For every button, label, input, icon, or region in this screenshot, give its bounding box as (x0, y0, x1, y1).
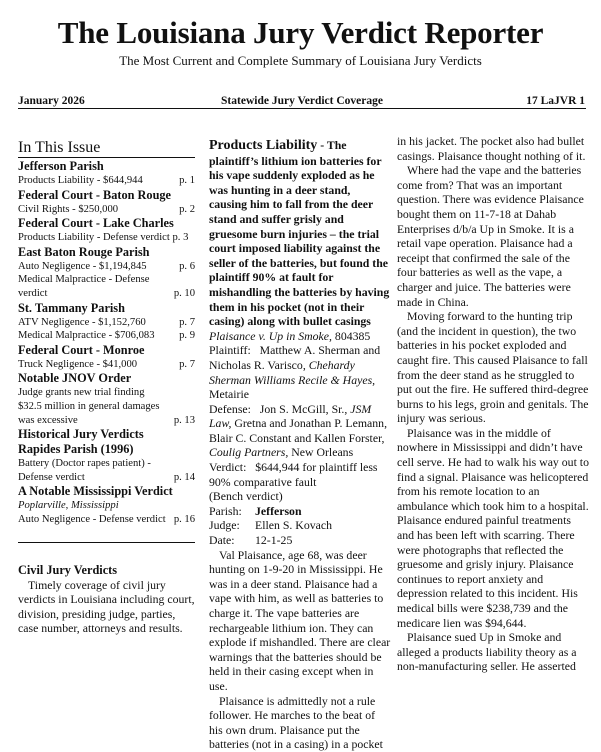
toc-entry-text: Battery (Doctor rapes patient) - Defense verdict (18, 458, 151, 483)
toc-entry-page: p. 14 (173, 471, 195, 483)
verdict-label: Verdict: (209, 460, 247, 475)
civil-jury-verdicts-body: Timely coverage of civil jury verdicts in Louisiana including court, division, presiding judge, parties, case number, attorneys and results. (18, 577, 195, 635)
article-paragraph: Val Plaisance, age 68, was deer hunting on 1-9-20 in Mississippi. He was in a deer stand. Plaisance had a vape with him, as well as batteries to charge it. The vape batteries are rechargeable lithium ion. They can explode if mishandled. There are clear warnings that the batteries should be held in their casing except when in use. (209, 547, 391, 693)
article-paragraph: Moving forward to the hunting trip (and the incident in question), the two batteries in his pocket exploded and caught fire. This caused Plaisance to fall from the deer stand as he struggled to put out the fire. He suffered third-degree burns to his legs, groin and genitals. The injury was serious. (397, 309, 589, 426)
defense-firm-1: JSM Law, (209, 401, 372, 431)
toc-entry[interactable] (18, 457, 195, 484)
toc-entry[interactable] (18, 329, 195, 343)
toc-entry[interactable] (18, 358, 195, 372)
issue-date: January 2026 (18, 95, 85, 107)
toc-entry-text: Medical Malpractice - $706,083 (18, 330, 155, 342)
toc-section-title: Notable JNOV Order (18, 371, 132, 386)
toc-entry-text: Judge grants new trial finding $32.5 million in general damages was excessive (18, 387, 160, 426)
toc-entry-text: Truck Negligence - $41,000 (18, 358, 138, 370)
judge-value: Ellen S. Kovach (255, 518, 332, 533)
judge-row (209, 518, 391, 533)
toc-entry[interactable] (18, 174, 195, 188)
toc-section-title: Rapides Parish (1996) (18, 442, 134, 457)
toc-entry[interactable] (18, 203, 195, 217)
toc-entry-page: p. 1 (179, 175, 195, 186)
article-paragraph: Plaisance was in the middle of nowhere in Mississippi and didn’t have cell serve. He had to walk his way out to find a signal. Plaisance was helicoptered from his remote location to an ambulance which took him to a hospital. Plaisance endured painful treatments and has been left with scarring. There were photographs that reflected the gruesome and grisly injury. Plaisance continues to report anxiety and depression related to this incident. His medical bills were $238,739 and the medicare lien was $94,644. (397, 425, 589, 630)
plaintiff-label: Plaintiff: (209, 343, 251, 358)
toc-section-title: Federal Court - Lake Charles (18, 216, 174, 231)
plaintiff-counsel (209, 343, 391, 401)
toc-section-federal-monroe (18, 343, 195, 372)
toc-entry-page: p. 2 (179, 203, 195, 215)
toc-section-historical (18, 427, 195, 442)
date-label: Date: (209, 533, 235, 548)
toc-entry[interactable] (18, 316, 195, 330)
article-paragraph: in his jacket. The pocket also had bullet casings. Plaisance thought nothing of it. (397, 134, 586, 163)
plaintiff-firm: Chehardy Sherman Williams Recile & Hayes, (209, 357, 376, 387)
toc-section-federal-lake-charles (18, 216, 195, 245)
toc-section-title: East Baton Rouge Parish (18, 244, 150, 259)
case-number: 804385 (331, 328, 371, 343)
toc-entry-page: p. 3 (172, 232, 189, 244)
case-name: Plaisance v. Up in Smoke, (209, 328, 332, 343)
date-row (209, 533, 391, 548)
article-paragraph: Where had the vape and the batteries come from? That was an important question. There was evidence Plaisance bought them on 11-7-18 at Dahab Enterprises d/b/a Up in Smoke. It is a retail vape operation. Plaisance had a receipt that confirmed the sale of the four batteries as well as the vape, a charger and juice. The batteries were made in China. (397, 163, 584, 309)
toc-entry-text: ATV Negligence - $1,152,760 (18, 316, 146, 328)
toc-entry[interactable] (18, 513, 195, 527)
toc-section-title: St. Tammany Parish (18, 300, 125, 315)
verdict-value: $644,944 for plaintiff less 90% comparative fault (209, 460, 378, 489)
toc-section-mississippi (18, 484, 195, 526)
publication-subtitle: The Most Current and Complete Summary of Louisiana Jury Verdicts (119, 53, 482, 68)
issue-coverage: Statewide Jury Verdict Coverage (221, 95, 383, 107)
toc-section-federal-baton-rouge (18, 188, 195, 217)
plaintiff-attorneys: Matthew A. Sherman and Nicholas R. Varisco, (209, 343, 381, 372)
publication-title: The Louisiana Jury Verdict Reporter (57, 15, 544, 50)
defense-attorney-1: Jon S. McGill, Sr., (259, 401, 348, 416)
issue-bar (18, 94, 586, 109)
toc-entry-page: p. 9 (179, 330, 195, 342)
civil-jury-verdicts-heading: Civil Jury Verdicts (18, 562, 118, 577)
toc-section-st-tammany (18, 301, 195, 343)
article-kicker: Products Liability (209, 138, 318, 153)
verdict-note: (Bench verdict) (209, 489, 283, 504)
article-headline (209, 138, 391, 329)
article-summary: - The plaintiff’s lithium ion batteries for his vape suddenly exploded as he was hunting in a deer stand, causing him to fall from the deer stand and suffer grisly and gruesome burn injuries – the trial court imposed liability against the seller of the batteries, but found the plaintiff 90% at fault for mishandling the batteries by having them in his pocket (not in their casing) along with bullet casings (209, 138, 390, 329)
parish-label: Parish: (209, 503, 242, 518)
toc-section-east-baton-rouge (18, 245, 195, 301)
article-column-1 (209, 138, 391, 752)
issue-citation: 17 LaJVR 1 (526, 95, 585, 107)
toc-section-title: Federal Court - Monroe (18, 342, 145, 357)
defense-city-2: New Orleans (291, 445, 354, 460)
toc-entry-page: p. 7 (179, 316, 195, 328)
toc-section-title: Jefferson Parish (18, 159, 104, 173)
defense-text-2: Gretna and Jonathan P. Lemann, Blair C. Constant and Kallen Forster, (209, 416, 388, 445)
date-value: 12-1-25 (255, 533, 293, 548)
toc-entry[interactable] (18, 273, 195, 300)
toc-entry-page: p. 10 (173, 287, 195, 299)
toc-entry-text: Civil Rights - $250,000 (18, 203, 119, 215)
article-paragraph: Plaisance is admittedly not a rule follower. He marches to the beat of his own drum. Plaisance put the batteries (not in a casing) in a pocket (209, 693, 383, 752)
toc-entry-text: Products Liability - $644,944 (18, 175, 143, 186)
case-caption (209, 329, 391, 344)
toc-entry-page: p. 7 (179, 358, 195, 370)
parish-value: Jefferson (255, 503, 302, 518)
toc-section-title: A Notable Mississippi Verdict (18, 484, 173, 499)
toc-entry[interactable] (18, 260, 195, 274)
toc-section-jnov (18, 371, 195, 427)
toc-entry[interactable] (18, 231, 195, 245)
toc-section-title: Historical Jury Verdicts (18, 427, 144, 442)
defense-label: Defense: (209, 401, 251, 416)
plaintiff-city: Metairie (209, 387, 249, 402)
table-of-contents (18, 138, 195, 636)
toc-entry-text: Auto Negligence - $1,194,845 (18, 260, 147, 272)
defense-firm-2: Coulig Partners, (209, 445, 289, 460)
toc-section-jefferson (18, 159, 195, 188)
article-column-2 (397, 134, 589, 674)
judge-label: Judge: (209, 518, 240, 533)
article-paragraph: Plaisance sued Up in Smoke and alleged a products liability theory as a non-manufacturing seller. He asserted (397, 630, 577, 674)
defense-counsel (209, 402, 391, 460)
toc-section-title: Federal Court - Baton Rouge (18, 187, 172, 202)
masthead (0, 14, 601, 69)
toc-entry-text: Medical Malpractice - Defense verdict (18, 274, 150, 299)
toc-entry-text: Products Liability - Defense verdict (18, 232, 170, 244)
divider (18, 542, 195, 543)
toc-section-rapides (18, 442, 195, 484)
toc-entry[interactable] (18, 386, 195, 427)
toc-entry-text: Auto Negligence - Defense verdict (18, 513, 166, 525)
parish-row (209, 504, 391, 519)
toc-entry-page: p. 16 (173, 513, 195, 525)
toc-entry-page: p. 6 (179, 260, 195, 272)
toc-heading: In This Issue (18, 138, 195, 158)
toc-entry-page: p. 13 (173, 414, 195, 426)
verdict-line (209, 460, 391, 489)
toc-section-location: Poplarville, Mississippi (18, 500, 119, 512)
